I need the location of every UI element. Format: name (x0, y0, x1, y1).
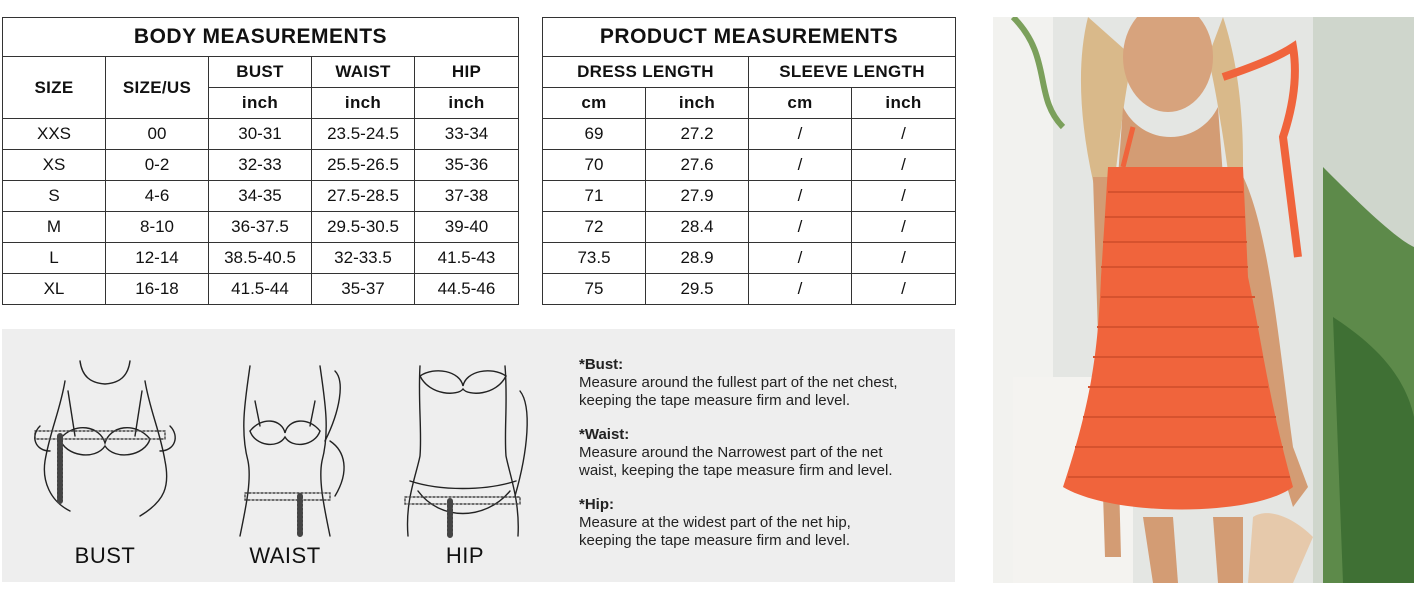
waist-note-line: waist, keeping the tape measure firm and level. (579, 462, 893, 479)
table-cell: 39-40 (415, 212, 519, 243)
table-cell: 28.9 (646, 243, 749, 274)
body-measurements-table (2, 17, 519, 305)
table-cell: 44.5-46 (415, 274, 519, 305)
table-cell: / (852, 274, 956, 305)
measuring-notes (579, 356, 949, 566)
table-row (3, 150, 519, 181)
table-cell: 29.5-30.5 (312, 212, 415, 243)
hip-figure-label: HIP (445, 543, 485, 568)
table-cell: 33-34 (415, 119, 519, 150)
table-cell: 35-37 (312, 274, 415, 305)
table-cell: 32-33 (209, 150, 312, 181)
table-cell: 38.5-40.5 (209, 243, 312, 274)
table-cell: 27.5-28.5 (312, 181, 415, 212)
table-cell: 71 (543, 181, 646, 212)
table-cell: 8-10 (106, 212, 209, 243)
bust-note-line: keeping the tape measure firm and level. (579, 392, 850, 409)
table-cell: 34-35 (209, 181, 312, 212)
table-cell: XS (3, 150, 106, 181)
product-measurements-title: PRODUCT MEASUREMENTS (543, 18, 956, 57)
table-cell: 16-18 (106, 274, 209, 305)
table-cell: / (749, 119, 852, 150)
table-cell: 4-6 (106, 181, 209, 212)
table-row (3, 212, 519, 243)
waist-note (579, 426, 949, 480)
table-cell: 29.5 (646, 274, 749, 305)
table-cell: 35-36 (415, 150, 519, 181)
table-cell: S (3, 181, 106, 212)
bust-note-title: *Bust: (579, 356, 624, 373)
measuring-guide-panel (2, 329, 955, 582)
table-cell: 32-33.5 (312, 243, 415, 274)
table-cell: 25.5-26.5 (312, 150, 415, 181)
waist-note-line: Measure around the Narrowest part of the net (579, 444, 883, 461)
table-row (543, 212, 956, 243)
table-cell: / (749, 243, 852, 274)
table-cell: 72 (543, 212, 646, 243)
table-cell: XXS (3, 119, 106, 150)
table-cell: / (749, 150, 852, 181)
header-size-us: SIZE/US (106, 57, 209, 119)
bust-note-line: Measure around the fullest part of the net chest, (579, 374, 898, 391)
bust-figure-label: BUST (74, 543, 136, 568)
table-row (543, 274, 956, 305)
table-cell: 0-2 (106, 150, 209, 181)
table-cell: / (852, 119, 956, 150)
unit-cell: inch (415, 88, 519, 119)
table-cell: 41.5-43 (415, 243, 519, 274)
table-row (543, 150, 956, 181)
table-cell: / (852, 181, 956, 212)
table-cell: 75 (543, 274, 646, 305)
hip-note-title: *Hip: (579, 496, 614, 513)
table-cell: M (3, 212, 106, 243)
table-cell: 27.9 (646, 181, 749, 212)
bust-figure-illustration (20, 351, 190, 541)
table-cell: 37-38 (415, 181, 519, 212)
header-sleeve-length: SLEEVE LENGTH (749, 57, 956, 88)
table-cell: / (749, 274, 852, 305)
table-cell: 69 (543, 119, 646, 150)
product-measurements-table (542, 17, 956, 305)
header-waist: WAIST (312, 57, 415, 88)
bust-note (579, 356, 949, 410)
unit-cell: cm (749, 88, 852, 119)
hip-note-line: Measure at the widest part of the net hip, (579, 514, 851, 531)
waist-note-title: *Waist: (579, 426, 630, 443)
table-cell: 00 (106, 119, 209, 150)
unit-cell: cm (543, 88, 646, 119)
header-bust: BUST (209, 57, 312, 88)
table-cell: / (749, 181, 852, 212)
table-cell: 41.5-44 (209, 274, 312, 305)
hip-figure-illustration (380, 351, 550, 541)
table-row (543, 243, 956, 274)
table-row (543, 119, 956, 150)
unit-cell: inch (646, 88, 749, 119)
table-cell: 73.5 (543, 243, 646, 274)
table-row (3, 181, 519, 212)
table-cell: 23.5-24.5 (312, 119, 415, 150)
unit-cell: inch (852, 88, 956, 119)
header-hip: HIP (415, 57, 519, 88)
product-photo (993, 17, 1414, 583)
table-cell: / (852, 243, 956, 274)
table-row (3, 119, 519, 150)
header-dress-length: DRESS LENGTH (543, 57, 749, 88)
table-cell: / (852, 212, 956, 243)
table-cell: 28.4 (646, 212, 749, 243)
table-cell: / (852, 150, 956, 181)
table-cell: 12-14 (106, 243, 209, 274)
hip-note-line: keeping the tape measure firm and level. (579, 532, 850, 549)
table-cell: 27.2 (646, 119, 749, 150)
header-size: SIZE (3, 57, 106, 119)
unit-cell: inch (312, 88, 415, 119)
table-row (543, 181, 956, 212)
table-cell: 30-31 (209, 119, 312, 150)
table-row (3, 274, 519, 305)
table-cell: 36-37.5 (209, 212, 312, 243)
waist-figure-label: WAIST (249, 543, 321, 568)
table-cell: 27.6 (646, 150, 749, 181)
table-cell: XL (3, 274, 106, 305)
table-cell: L (3, 243, 106, 274)
table-cell: / (749, 212, 852, 243)
table-cell: 70 (543, 150, 646, 181)
table-row (3, 243, 519, 274)
waist-figure-illustration (200, 351, 370, 541)
body-measurements-title: BODY MEASUREMENTS (3, 18, 519, 57)
unit-cell: inch (209, 88, 312, 119)
hip-note (579, 496, 949, 550)
